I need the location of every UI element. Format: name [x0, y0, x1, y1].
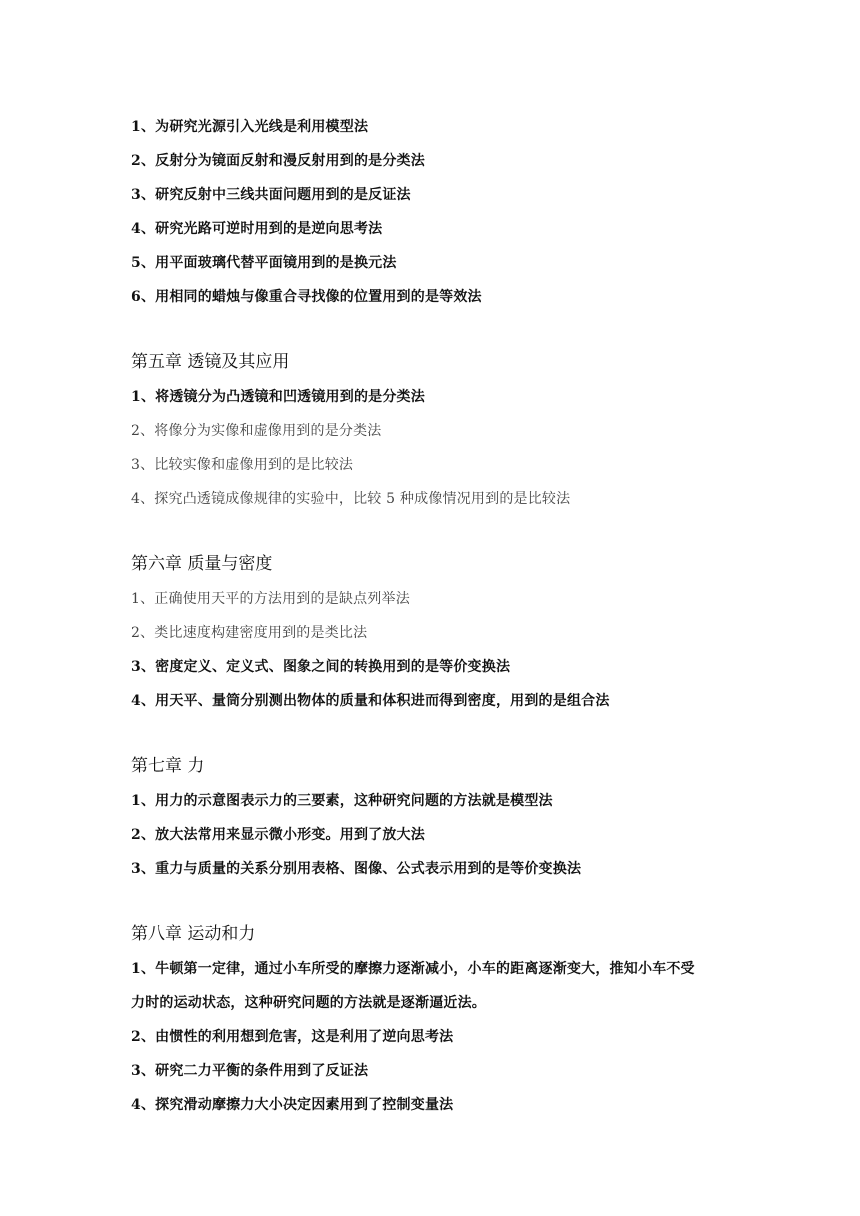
- list-item: 2、类比速度构建密度用到的是类比法: [131, 625, 368, 641]
- list-item: 4、用天平、量筒分别测出物体的质量和体积进而得到密度，用到的是组合法: [131, 693, 610, 709]
- list-item: 1、用力的示意图表示力的三要素，这种研究问题的方法就是模型法: [131, 793, 553, 809]
- list-item: 2、由惯性的利用想到危害，这是利用了逆向思考法: [131, 1029, 454, 1045]
- section-chapter-6: [131, 546, 771, 718]
- list-item: 1、为研究光源引入光线是利用模型法: [131, 119, 369, 135]
- list-item: 1、牛顿第一定律，通过小车所受的摩擦力逐渐减小，小车的距离逐渐变大，推知小车不受: [131, 961, 695, 977]
- list-item: 3、研究二力平衡的条件用到了反证法: [131, 1063, 369, 1079]
- list-item: 6、用相同的蜡烛与像重合寻找像的位置用到的是等效法: [131, 289, 482, 305]
- list-item: 4、研究光路可逆时用到的是逆向思考法: [131, 221, 383, 237]
- list-item: 3、重力与质量的关系分别用表格、图像、公式表示用到的是等价变换法: [131, 861, 582, 877]
- chapter-heading: 第八章 运动和力: [131, 924, 256, 944]
- list-item: 4、探究滑动摩擦力大小决定因素用到了控制变量法: [131, 1097, 454, 1113]
- list-item: 3、比较实像和虚像用到的是比较法: [131, 457, 354, 473]
- list-item-continuation: 力时的运动状态，这种研究问题的方法就是逐渐逼近法。: [131, 995, 486, 1011]
- section-chapter-8: [131, 916, 771, 1122]
- section-chapter-7: [131, 748, 771, 886]
- document-page: [131, 110, 771, 1122]
- chapter-heading: 第五章 透镜及其应用: [131, 352, 290, 372]
- list-item: 5、用平面玻璃代替平面镜用到的是换元法: [131, 255, 397, 271]
- list-item: 2、将像分为实像和虚像用到的是分类法: [131, 423, 382, 439]
- list-item: 3、研究反射中三线共面问题用到的是反证法: [131, 187, 411, 203]
- section-chapter-5: [131, 344, 771, 516]
- list-item: 2、反射分为镜面反射和漫反射用到的是分类法: [131, 153, 425, 169]
- section-light-methods: [131, 110, 771, 314]
- list-item: 1、正确使用天平的方法用到的是缺点列举法: [131, 591, 410, 607]
- chapter-heading: 第七章 力: [131, 756, 205, 776]
- list-item: 2、放大法常用来显示微小形变。用到了放大法: [131, 827, 425, 843]
- list-item: 1、将透镜分为凸透镜和凹透镜用到的是分类法: [131, 389, 425, 405]
- list-item: 4、探究凸透镜成像规律的实验中，比较 5 种成像情况用到的是比较法: [131, 491, 571, 507]
- chapter-heading: 第六章 质量与密度: [131, 554, 273, 574]
- list-item: 3、密度定义、定义式、图象之间的转换用到的是等价变换法: [131, 659, 511, 675]
